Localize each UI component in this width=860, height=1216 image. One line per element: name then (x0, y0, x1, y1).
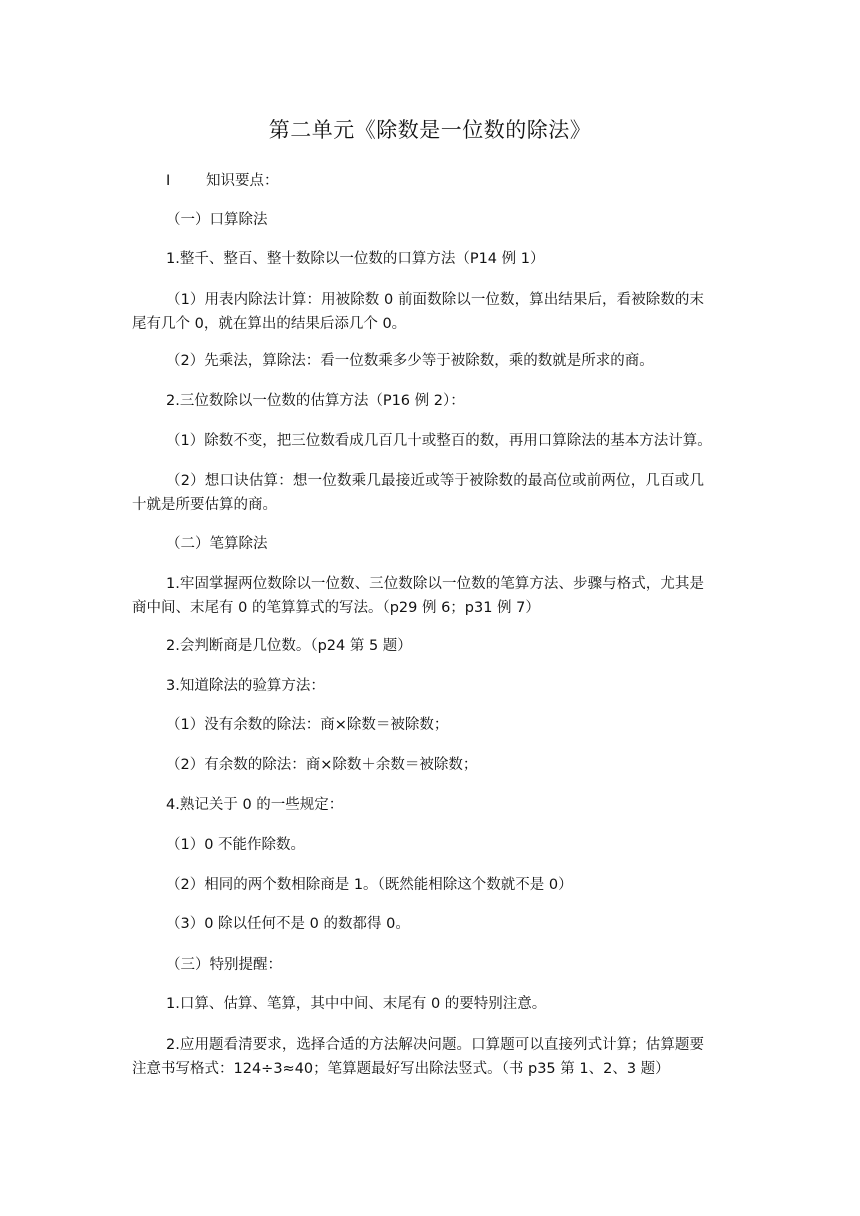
section-heading: 知识要点： (206, 173, 279, 189)
point-1-1: 1.整千、整百、整十数除以一位数的口算方法（P14 例 1） (166, 251, 545, 267)
point-2-4-c: （3）0 除以任何不是 0 的数都得 0。 (166, 916, 410, 932)
point-2-1: 1.牢固掌握两位数除以一位数、三位数除以一位数的笔算方法、步骤与格式，尤其是商中间、末尾有 0 的笔算算式的写法。（p29 例 6；p31 例 7） (132, 576, 704, 616)
point-3-1: 1.口算、估算、笔算，其中中间、末尾有 0 的要特别注意。 (166, 996, 547, 1012)
point-3-2: 2.应用题看清要求，选择合适的方法解决问题。口算题可以直接列式计算；估算题要注意书写格式：124÷3≈40；笔算题最好写出除法竖式。（书 p35 第 1、2、3 题） (132, 1037, 704, 1077)
part2-heading: （二）笔算除法 (166, 536, 268, 552)
point-1-2: 2.三位数除以一位数的估算方法（P16 例 2）： (166, 393, 465, 409)
point-2-2: 2.会判断商是几位数。（p24 第 5 题） (166, 638, 412, 654)
part1-heading: （一）口算除法 (166, 212, 268, 228)
section-knowledge-points (166, 170, 279, 192)
point-1-1-b: （2）先乘法，算除法：看一位数乘多少等于被除数，乘的数就是所求的商。 (166, 353, 654, 369)
point-2-4-b: （2）相同的两个数相除商是 1。（既然能相除这个数就不是 0） (166, 877, 573, 893)
point-1-2-b: （2）想口诀估算：想一位数乘几最接近或等于被除数的最高位或前两位，几百或几十就是所要估算的商。 (132, 473, 704, 513)
point-1-2-a: （1）除数不变，把三位数看成几百几十或整百的数，再用口算除法的基本方法计算。 (166, 433, 712, 449)
point-2-4-a: （1）0 不能作除数。 (166, 837, 306, 853)
part3-heading: （三）特别提醒： (166, 957, 282, 973)
point-2-3-b: （2）有余数的除法：商×除数＋余数＝被除数； (166, 757, 478, 773)
point-2-3-a: （1）没有余数的除法：商×除数＝被除数； (166, 717, 449, 733)
section-marker: I (166, 173, 171, 189)
point-2-3: 3.知道除法的验算方法： (166, 678, 325, 694)
point-2-4: 4.熟记关于 0 的一些规定： (166, 797, 344, 813)
point-1-1-a: （1）用表内除法计算：用被除数 0 前面数除以一位数，算出结果后，看被除数的末尾有几个 0，就在算出的结果后添几个 0。 (132, 292, 704, 332)
document-title: 第二单元《除数是一位数的除法》 (268, 118, 592, 142)
